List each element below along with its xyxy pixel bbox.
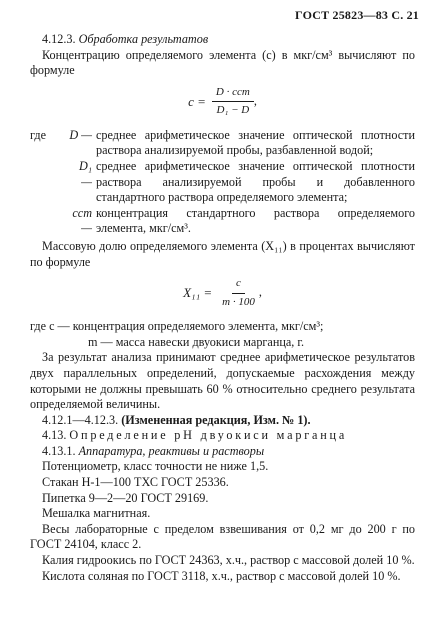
formula-fraction: [212, 85, 254, 119]
formula-denominator: D₁ − D: [216, 104, 250, 117]
section-title: Определение рН двуокиси марганца: [69, 428, 348, 443]
amendment-text: (Измененная редакция, Изм. № 1).: [121, 412, 311, 427]
formula-tail: ,: [253, 93, 257, 108]
section-title: Обработка результатов: [78, 32, 209, 46]
formula-fraction: [218, 276, 259, 310]
definition-text: среднее арифметическое значение оптической плотности раствора анализируемой пробы и добавленного стандартного раствора определяемого элемента;: [96, 158, 415, 205]
section-number: 4.12.3.: [42, 32, 76, 46]
equipment-item: Пипетка 9—2—20 ГОСТ 29169.: [42, 490, 209, 505]
equipment-item: Весы лабораторные с пределом взвешивания от 0,2 мг до 200 г по ГОСТ 24104, класс 2.: [30, 521, 415, 552]
equipment-item: Потенциометр, класс точности не ниже 1,5.: [42, 459, 269, 474]
page-header: ГОСТ 25823—83 С. 21: [295, 8, 419, 22]
formula-mass-fraction: [30, 273, 415, 313]
section-title: Аппаратура, реактивы и растворы: [78, 443, 265, 458]
section-number: 4.13.1.: [42, 443, 76, 458]
formula-lhs: c =: [188, 93, 206, 109]
page-content: [30, 32, 415, 584]
definitions-list: [30, 128, 415, 237]
equipment-item: Мешалка магнитная.: [42, 506, 151, 521]
definition-line: [30, 319, 415, 335]
section-4-12-3-heading: [30, 32, 415, 48]
formula-numerator: c: [232, 276, 245, 294]
result-paragraph: За результат анализа принимают среднее арифметическое результатов двух параллельных определений, допускаемые расхождения между которыми не должны превышать 60 % относительно среднего результата определяемой величины.: [30, 350, 415, 412]
where-label: где: [30, 319, 47, 334]
definition-text: m — масса навески двуокиси марганца, г.: [88, 334, 305, 349]
amendment-note: [30, 413, 415, 429]
formula-concentration: [30, 82, 415, 122]
definition-symbol: D —: [69, 127, 92, 142]
formula-numerator: D · cст: [212, 85, 254, 103]
definition-text: среднее арифметическое значение оптической плотности раствора анализируемой пробы, разбавленной водой;: [96, 127, 415, 158]
section-number: 4.13.: [42, 428, 67, 443]
section-4-13-1-heading: [30, 444, 415, 460]
equipment-item: Стакан Н-1—100 ТХС ГОСТ 25336.: [42, 475, 229, 490]
definition-symbol: cст —: [72, 205, 92, 236]
equipment-item: Калия гидроокись по ГОСТ 24363, х.ч., раствор с массовой долей 10 %.: [42, 553, 415, 568]
amendment-range: 4.12.1—4.12.3.: [42, 412, 119, 427]
section-4-13-heading: [30, 428, 415, 444]
formula-lhs: X₁₁ =: [183, 285, 213, 301]
definition-text: концентрация стандартного раствора определяемого элемента, мкг/см³.: [96, 205, 415, 236]
concentration-intro: Концентрацию определяемого элемента (c) в мкг/см³ вычисляют по формуле: [30, 47, 415, 78]
mass-fraction-intro: Массовую долю определяемого элемента (X₁₁) в процентах вычисляют по формуле: [30, 238, 415, 269]
where-label: где: [30, 127, 47, 142]
definition-line: [30, 335, 415, 351]
definition-text: c — концентрация определяемого элемента, мкг/см³;: [49, 319, 324, 334]
formula-tail: ,: [258, 285, 262, 300]
formula-denominator: m · 100: [222, 295, 255, 308]
definition-symbol: D₁ —: [78, 158, 92, 189]
equipment-item: Кислота соляная по ГОСТ 3118, х.ч., раствор с массовой долей 10 %.: [42, 568, 401, 583]
